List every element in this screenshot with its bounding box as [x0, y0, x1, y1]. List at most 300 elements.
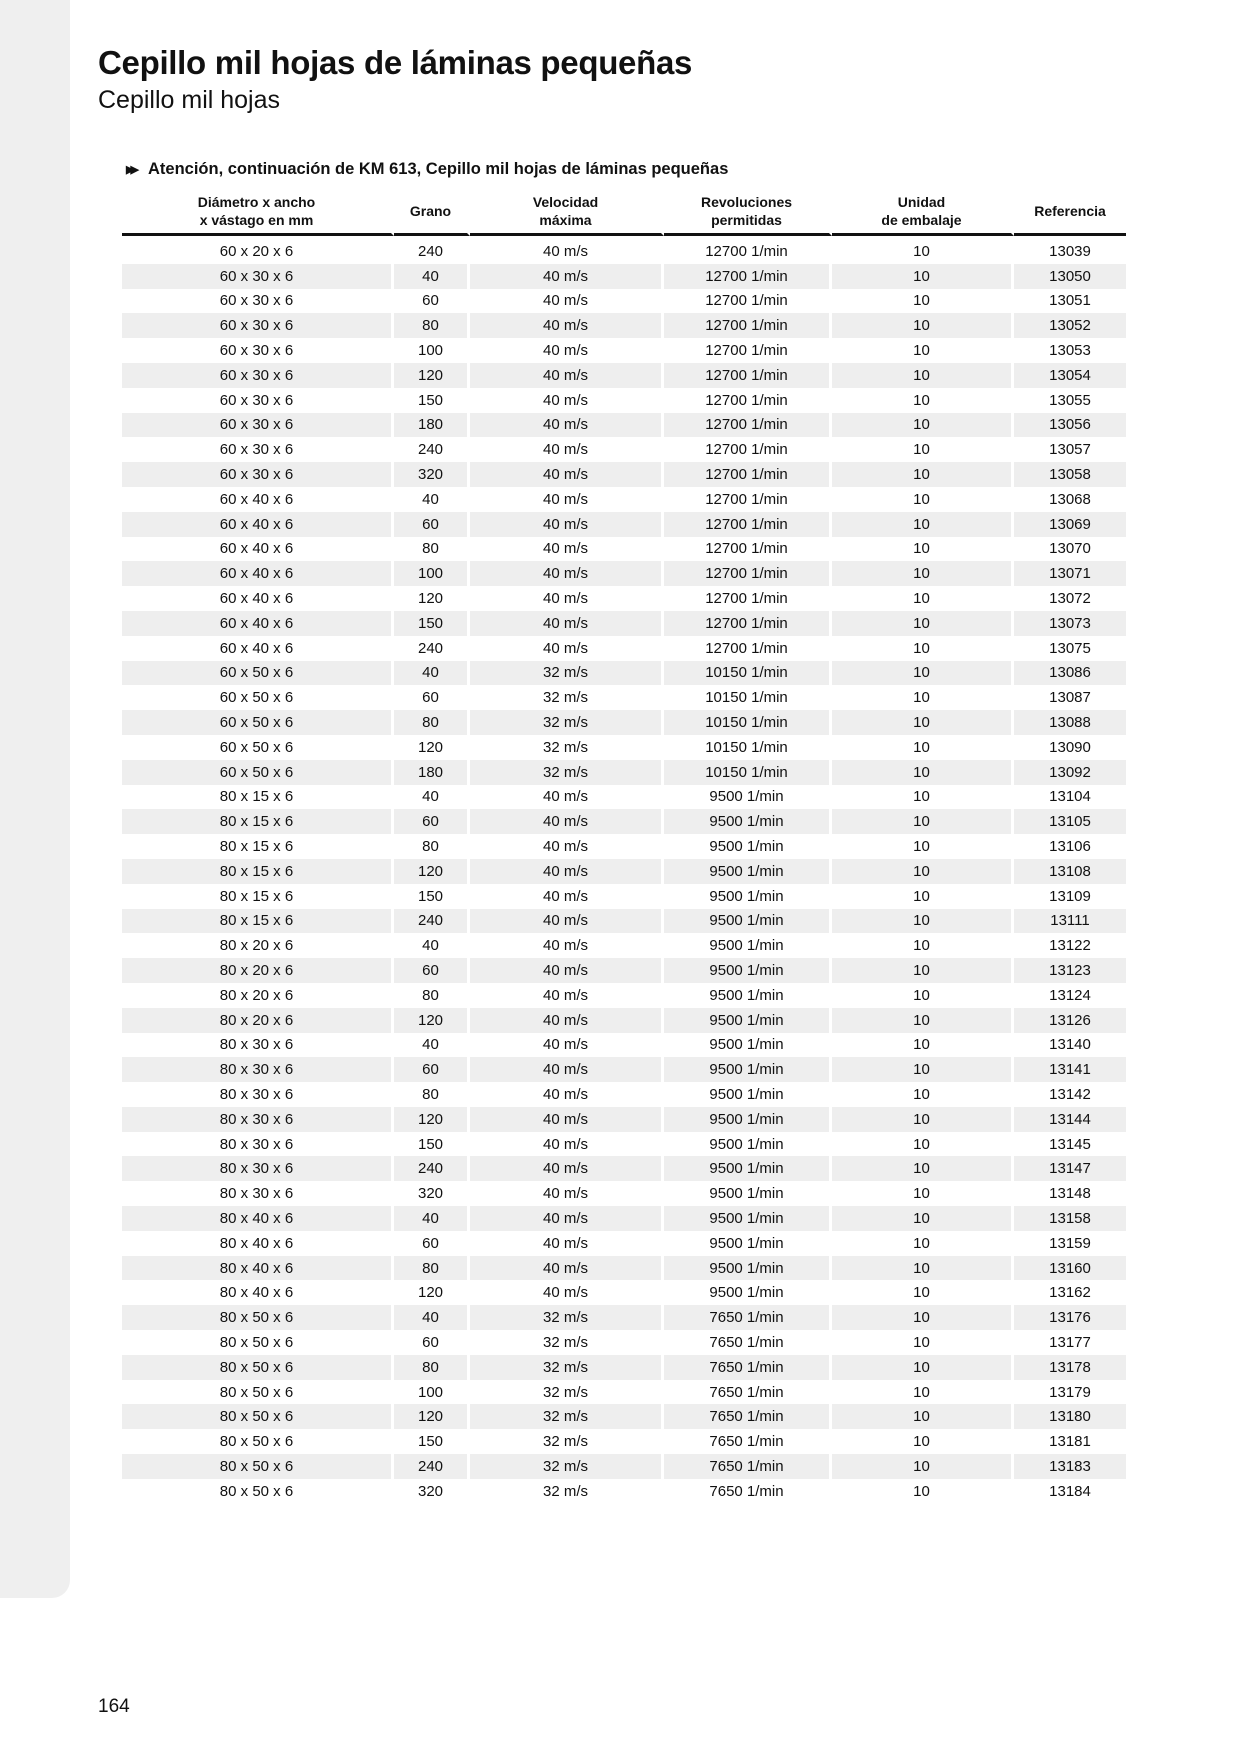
cell-rpm: 9500 1/min — [664, 1057, 832, 1082]
cell-grit: 150 — [394, 1429, 470, 1454]
cell-pack-unit: 10 — [832, 636, 1014, 661]
cell-diameter: 60 x 30 x 6 — [122, 289, 394, 314]
cell-grit: 150 — [394, 388, 470, 413]
cell-max-speed: 40 m/s — [470, 363, 664, 388]
cell-reference: 13052 — [1014, 313, 1126, 338]
cell-rpm: 7650 1/min — [664, 1429, 832, 1454]
cell-diameter: 60 x 40 x 6 — [122, 561, 394, 586]
cell-diameter: 80 x 50 x 6 — [122, 1330, 394, 1355]
cell-rpm: 7650 1/min — [664, 1404, 832, 1429]
cell-reference: 13126 — [1014, 1008, 1126, 1033]
cell-reference: 13184 — [1049, 1482, 1091, 1500]
cell-diameter: 60 x 30 x 6 — [122, 338, 394, 363]
cell-pack-unit: 10 — [832, 809, 1014, 834]
cell-pack-unit: 10 — [832, 437, 1014, 462]
table-row — [122, 313, 1126, 338]
cell-grit: 80 — [394, 983, 470, 1008]
cell-pack-unit: 10 — [832, 537, 1014, 562]
cell-diameter: 60 x 40 x 6 — [122, 512, 394, 537]
header-reference-line: Referencia — [1034, 203, 1106, 219]
cell-pack-unit: 10 — [832, 1404, 1014, 1429]
table-row — [122, 735, 1126, 760]
table-row — [122, 1256, 1126, 1281]
cell-diameter: 60 x 50 x 6 — [122, 661, 394, 686]
cell-diameter: 60 x 40 x 6 — [122, 611, 394, 636]
cell-grit: 60 — [394, 1231, 470, 1256]
cell-max-speed: 40 m/s — [470, 561, 664, 586]
cell-pack-unit: 10 — [832, 1454, 1014, 1479]
cell-max-speed: 32 m/s — [470, 1330, 664, 1355]
table-row — [122, 1057, 1126, 1082]
cell-diameter: 80 x 20 x 6 — [122, 933, 394, 958]
cell-grit: 180 — [394, 413, 470, 438]
table-row — [122, 487, 1126, 512]
cell-grit: 80 — [394, 537, 470, 562]
cell-reference: 13104 — [1049, 788, 1091, 806]
cell-max-speed: 40 m/s — [470, 289, 664, 314]
cell-max-speed: 40 m/s — [470, 958, 664, 983]
table-row — [122, 1008, 1126, 1033]
cell-diameter: 80 x 50 x 6 — [122, 1404, 394, 1429]
cell-max-speed: 32 m/s — [470, 735, 664, 760]
table-row — [122, 462, 1126, 487]
cell-grit: 60 — [394, 1330, 470, 1355]
cell-diameter: 80 x 15 x 6 — [122, 909, 394, 934]
cell-pack-unit: 10 — [832, 1132, 1014, 1157]
cell-reference: 13176 — [1014, 1305, 1126, 1330]
table-row — [122, 859, 1126, 884]
cell-max-speed: 40 m/s — [470, 437, 664, 462]
table-row — [122, 1355, 1126, 1380]
cell-rpm: 12700 1/min — [664, 586, 832, 611]
page-subtitle: Cepillo mil hojas — [98, 86, 281, 114]
table-row — [122, 413, 1126, 438]
cell-pack-unit: 10 — [832, 661, 1014, 686]
cell-rpm: 9500 1/min — [664, 1256, 832, 1281]
cell-rpm: 12700 1/min — [664, 462, 832, 487]
cell-pack-unit: 10 — [832, 834, 1014, 859]
cell-grit: 60 — [394, 512, 470, 537]
cell-grit: 120 — [394, 1008, 470, 1033]
page-title: Cepillo mil hojas de láminas pequeñas — [98, 44, 693, 81]
cell-grit: 80 — [394, 313, 470, 338]
header-grit — [394, 189, 470, 236]
table-row — [122, 1305, 1126, 1330]
cell-grit: 120 — [394, 859, 470, 884]
cell-grit: 40 — [394, 1033, 470, 1058]
cell-rpm: 12700 1/min — [664, 413, 832, 438]
table-row — [122, 685, 1126, 710]
table-row — [122, 512, 1126, 537]
cell-grit: 80 — [394, 710, 470, 735]
cell-grit: 180 — [394, 760, 470, 785]
header-diameter — [122, 189, 394, 236]
cell-pack-unit: 10 — [832, 313, 1014, 338]
cell-pack-unit: 10 — [832, 1305, 1014, 1330]
cell-rpm: 12700 1/min — [664, 611, 832, 636]
table-row — [122, 1156, 1126, 1181]
table-row — [122, 289, 1126, 314]
table-row — [122, 909, 1126, 934]
cell-reference: 13147 — [1014, 1156, 1126, 1181]
cell-max-speed: 40 m/s — [470, 1181, 664, 1206]
cell-rpm: 10150 1/min — [664, 760, 832, 785]
cell-reference: 13159 — [1049, 1234, 1091, 1252]
cell-reference: 13070 — [1049, 540, 1091, 558]
cell-pack-unit: 10 — [832, 338, 1014, 363]
cell-grit: 40 — [394, 661, 470, 686]
cell-diameter: 60 x 30 x 6 — [122, 363, 394, 388]
cell-max-speed: 40 m/s — [470, 586, 664, 611]
cell-pack-unit: 10 — [832, 1008, 1014, 1033]
cell-reference: 13111 — [1014, 909, 1126, 934]
cell-max-speed: 32 m/s — [470, 1429, 664, 1454]
cell-pack-unit: 10 — [832, 236, 1014, 264]
table-row — [122, 338, 1126, 363]
cell-max-speed: 32 m/s — [470, 1305, 664, 1330]
cell-pack-unit: 10 — [832, 487, 1014, 512]
cell-pack-unit: 10 — [832, 289, 1014, 314]
cell-diameter: 80 x 50 x 6 — [122, 1429, 394, 1454]
cell-max-speed: 40 m/s — [470, 933, 664, 958]
table-row — [122, 236, 1126, 264]
cell-diameter: 60 x 30 x 6 — [122, 462, 394, 487]
cell-diameter: 60 x 30 x 6 — [122, 388, 394, 413]
table-row — [122, 1132, 1126, 1157]
table-row — [122, 1454, 1126, 1479]
table-row — [122, 388, 1126, 413]
cell-reference: 13073 — [1014, 611, 1126, 636]
cell-max-speed: 40 m/s — [470, 236, 664, 264]
cell-reference: 13109 — [1049, 887, 1091, 905]
cell-diameter: 60 x 20 x 6 — [122, 236, 394, 264]
cell-max-speed: 32 m/s — [470, 1355, 664, 1380]
cell-grit: 40 — [394, 933, 470, 958]
cell-diameter: 60 x 30 x 6 — [122, 437, 394, 462]
cell-max-speed: 32 m/s — [470, 685, 664, 710]
cell-rpm: 9500 1/min — [664, 1280, 832, 1305]
table-row — [122, 760, 1126, 785]
cell-reference: 13058 — [1014, 462, 1126, 487]
cell-rpm: 12700 1/min — [664, 363, 832, 388]
cell-grit: 40 — [394, 1305, 470, 1330]
cell-diameter: 60 x 50 x 6 — [122, 685, 394, 710]
header-diameter-line: Diámetro x ancho — [197, 194, 316, 210]
cell-pack-unit: 10 — [832, 1429, 1014, 1454]
cell-pack-unit: 10 — [832, 1256, 1014, 1281]
cell-grit: 80 — [394, 834, 470, 859]
cell-reference: 13180 — [1014, 1404, 1126, 1429]
cell-rpm: 9500 1/min — [664, 983, 832, 1008]
cell-diameter: 60 x 50 x 6 — [122, 760, 394, 785]
table-row — [122, 785, 1126, 810]
cell-diameter: 80 x 50 x 6 — [122, 1479, 394, 1504]
cell-grit: 80 — [394, 1082, 470, 1107]
cell-grit: 240 — [394, 1454, 470, 1479]
cell-max-speed: 40 m/s — [470, 1082, 664, 1107]
cell-rpm: 9500 1/min — [664, 1156, 832, 1181]
table-row — [122, 561, 1126, 586]
cell-diameter: 80 x 40 x 6 — [122, 1231, 394, 1256]
cell-rpm: 12700 1/min — [664, 561, 832, 586]
header-pack-unit-line: Unidad — [897, 194, 946, 210]
cell-reference: 13039 — [1049, 242, 1091, 260]
cell-grit: 120 — [394, 1107, 470, 1132]
cell-pack-unit: 10 — [832, 1231, 1014, 1256]
cell-grit: 120 — [394, 363, 470, 388]
table-row — [122, 1181, 1126, 1206]
table-row — [122, 1280, 1126, 1305]
table-row — [122, 1404, 1126, 1429]
cell-max-speed: 40 m/s — [470, 1231, 664, 1256]
cell-reference: 13054 — [1014, 363, 1126, 388]
cell-grit: 240 — [394, 909, 470, 934]
cell-reference: 13069 — [1014, 512, 1126, 537]
cell-max-speed: 40 m/s — [470, 413, 664, 438]
cell-rpm: 9500 1/min — [664, 933, 832, 958]
continuation-note — [126, 160, 728, 179]
cell-rpm: 12700 1/min — [664, 289, 832, 314]
cell-grit: 150 — [394, 884, 470, 909]
cell-reference: 13140 — [1049, 1036, 1091, 1054]
cell-rpm: 9500 1/min — [664, 1206, 832, 1231]
cell-diameter: 60 x 30 x 6 — [122, 264, 394, 289]
cell-rpm: 12700 1/min — [664, 338, 832, 363]
table-row — [122, 834, 1126, 859]
cell-grit: 320 — [394, 462, 470, 487]
cell-reference: 13086 — [1014, 661, 1126, 686]
cell-grit: 240 — [394, 1156, 470, 1181]
cell-max-speed: 32 m/s — [470, 1479, 664, 1504]
cell-grit: 40 — [394, 1206, 470, 1231]
cell-pack-unit: 10 — [832, 933, 1014, 958]
cell-reference: 13179 — [1049, 1383, 1091, 1401]
cell-pack-unit: 10 — [832, 388, 1014, 413]
cell-max-speed: 40 m/s — [470, 1156, 664, 1181]
cell-grit: 60 — [394, 289, 470, 314]
cell-grit: 60 — [394, 685, 470, 710]
cell-max-speed: 40 m/s — [470, 462, 664, 487]
cell-max-speed: 40 m/s — [470, 388, 664, 413]
table-row — [122, 1231, 1126, 1256]
cell-diameter: 60 x 30 x 6 — [122, 413, 394, 438]
cell-grit: 240 — [394, 437, 470, 462]
cell-rpm: 12700 1/min — [664, 512, 832, 537]
cell-rpm: 10150 1/min — [664, 661, 832, 686]
table-row — [122, 983, 1126, 1008]
cell-diameter: 80 x 20 x 6 — [122, 983, 394, 1008]
cell-max-speed: 40 m/s — [470, 1132, 664, 1157]
table-row — [122, 537, 1126, 562]
cell-reference: 13075 — [1049, 639, 1091, 657]
cell-pack-unit: 10 — [832, 1280, 1014, 1305]
cell-pack-unit: 10 — [832, 1082, 1014, 1107]
cell-rpm: 12700 1/min — [664, 636, 832, 661]
cell-max-speed: 40 m/s — [470, 487, 664, 512]
cell-rpm: 12700 1/min — [664, 264, 832, 289]
cell-max-speed: 40 m/s — [470, 1206, 664, 1231]
cell-pack-unit: 10 — [832, 1380, 1014, 1405]
cell-grit: 60 — [394, 809, 470, 834]
cell-max-speed: 40 m/s — [470, 338, 664, 363]
cell-pack-unit: 10 — [832, 785, 1014, 810]
table-row — [122, 710, 1126, 735]
cell-diameter: 80 x 30 x 6 — [122, 1132, 394, 1157]
cell-diameter: 80 x 20 x 6 — [122, 1008, 394, 1033]
cell-grit: 320 — [394, 1479, 470, 1504]
cell-reference: 13088 — [1014, 710, 1126, 735]
cell-pack-unit: 10 — [832, 1206, 1014, 1231]
cell-grit: 150 — [394, 1132, 470, 1157]
header-rpm-line: Revoluciones — [700, 194, 793, 210]
cell-rpm: 12700 1/min — [664, 537, 832, 562]
table-row — [122, 958, 1126, 983]
cell-pack-unit: 10 — [832, 909, 1014, 934]
cell-pack-unit: 10 — [832, 710, 1014, 735]
cell-rpm: 7650 1/min — [664, 1380, 832, 1405]
cell-rpm: 9500 1/min — [664, 859, 832, 884]
cell-pack-unit: 10 — [832, 264, 1014, 289]
cell-grit: 40 — [394, 487, 470, 512]
cell-rpm: 9500 1/min — [664, 1082, 832, 1107]
cell-rpm: 7650 1/min — [664, 1454, 832, 1479]
cell-reference: 13090 — [1049, 738, 1091, 756]
cell-diameter: 60 x 40 x 6 — [122, 487, 394, 512]
cell-pack-unit: 10 — [832, 958, 1014, 983]
cell-reference: 13148 — [1049, 1185, 1091, 1203]
cell-grit: 60 — [394, 958, 470, 983]
table-row — [122, 1330, 1126, 1355]
cell-reference: 13106 — [1049, 838, 1091, 856]
cell-pack-unit: 10 — [832, 1181, 1014, 1206]
cell-rpm: 12700 1/min — [664, 388, 832, 413]
cell-reference: 13124 — [1049, 986, 1091, 1004]
cell-diameter: 80 x 50 x 6 — [122, 1305, 394, 1330]
cell-diameter: 80 x 15 x 6 — [122, 884, 394, 909]
cell-pack-unit: 10 — [832, 462, 1014, 487]
table-row — [122, 636, 1126, 661]
cell-pack-unit: 10 — [832, 685, 1014, 710]
cell-reference: 13105 — [1014, 809, 1126, 834]
cell-diameter: 80 x 30 x 6 — [122, 1181, 394, 1206]
cell-grit: 120 — [394, 586, 470, 611]
cell-max-speed: 40 m/s — [470, 313, 664, 338]
cell-reference: 13145 — [1049, 1135, 1091, 1153]
products-table — [122, 189, 1126, 1504]
cell-max-speed: 40 m/s — [470, 859, 664, 884]
cell-diameter: 80 x 30 x 6 — [122, 1156, 394, 1181]
cell-reference: 13144 — [1014, 1107, 1126, 1132]
cell-max-speed: 40 m/s — [470, 512, 664, 537]
cell-diameter: 80 x 15 x 6 — [122, 785, 394, 810]
cell-rpm: 9500 1/min — [664, 909, 832, 934]
table-row — [122, 661, 1126, 686]
cell-diameter: 80 x 50 x 6 — [122, 1380, 394, 1405]
cell-reference: 13072 — [1049, 590, 1091, 608]
cell-diameter: 80 x 30 x 6 — [122, 1057, 394, 1082]
cell-pack-unit: 10 — [832, 512, 1014, 537]
cell-max-speed: 40 m/s — [470, 636, 664, 661]
cell-pack-unit: 10 — [832, 1330, 1014, 1355]
table-row — [122, 586, 1126, 611]
table-row — [122, 933, 1126, 958]
cell-pack-unit: 10 — [832, 413, 1014, 438]
cell-reference: 13177 — [1049, 1333, 1091, 1351]
cell-rpm: 9500 1/min — [664, 834, 832, 859]
cell-pack-unit: 10 — [832, 1355, 1014, 1380]
cell-reference: 13050 — [1014, 264, 1126, 289]
cell-reference: 13068 — [1049, 490, 1091, 508]
table-row — [122, 1380, 1126, 1405]
cell-max-speed: 40 m/s — [470, 809, 664, 834]
cell-grit: 120 — [394, 1404, 470, 1429]
cell-reference: 13178 — [1014, 1355, 1126, 1380]
cell-grit: 80 — [394, 1355, 470, 1380]
cell-pack-unit: 10 — [832, 760, 1014, 785]
cell-pack-unit: 10 — [832, 611, 1014, 636]
cell-diameter: 80 x 50 x 6 — [122, 1355, 394, 1380]
continuation-note-text: Atención, continuación de KM 613, Cepillo mil hojas de láminas pequeñas — [148, 160, 729, 178]
cell-max-speed: 40 m/s — [470, 983, 664, 1008]
cell-pack-unit: 10 — [832, 1033, 1014, 1058]
cell-rpm: 9500 1/min — [664, 884, 832, 909]
cell-rpm: 9500 1/min — [664, 1033, 832, 1058]
cell-diameter: 80 x 15 x 6 — [122, 834, 394, 859]
cell-pack-unit: 10 — [832, 1479, 1014, 1504]
header-diameter-line: x vástago en mm — [199, 212, 314, 228]
cell-pack-unit: 10 — [832, 363, 1014, 388]
cell-reference: 13162 — [1049, 1284, 1091, 1302]
cell-rpm: 10150 1/min — [664, 735, 832, 760]
cell-reference: 13053 — [1049, 342, 1091, 360]
cell-rpm: 7650 1/min — [664, 1355, 832, 1380]
table-row — [122, 1082, 1126, 1107]
cell-max-speed: 32 m/s — [470, 1404, 664, 1429]
cell-rpm: 9500 1/min — [664, 958, 832, 983]
cell-rpm: 12700 1/min — [664, 487, 832, 512]
cell-rpm: 7650 1/min — [664, 1330, 832, 1355]
cell-pack-unit: 10 — [832, 1156, 1014, 1181]
cell-pack-unit: 10 — [832, 735, 1014, 760]
table-row — [122, 1429, 1126, 1454]
cell-rpm: 9500 1/min — [664, 785, 832, 810]
cell-grit: 60 — [394, 1057, 470, 1082]
cell-reference: 13056 — [1014, 413, 1126, 438]
cell-max-speed: 32 m/s — [470, 1454, 664, 1479]
cell-max-speed: 40 m/s — [470, 264, 664, 289]
table-row — [122, 437, 1126, 462]
cell-rpm: 10150 1/min — [664, 710, 832, 735]
cell-grit: 240 — [394, 236, 470, 264]
table-row — [122, 1033, 1126, 1058]
cell-reference: 13142 — [1049, 1085, 1091, 1103]
cell-grit: 120 — [394, 735, 470, 760]
cell-diameter: 80 x 15 x 6 — [122, 859, 394, 884]
header-max-speed-line: máxima — [539, 212, 592, 228]
cell-max-speed: 40 m/s — [470, 884, 664, 909]
cell-rpm: 10150 1/min — [664, 685, 832, 710]
cell-rpm: 9500 1/min — [664, 809, 832, 834]
table-row — [122, 611, 1126, 636]
cell-reference: 13055 — [1049, 391, 1091, 409]
header-rpm-line: permitidas — [711, 212, 782, 228]
cell-grit: 150 — [394, 611, 470, 636]
cell-grit: 100 — [394, 338, 470, 363]
cell-pack-unit: 10 — [832, 884, 1014, 909]
cell-reference: 13183 — [1014, 1454, 1126, 1479]
cell-max-speed: 40 m/s — [470, 1256, 664, 1281]
cell-max-speed: 40 m/s — [470, 1107, 664, 1132]
